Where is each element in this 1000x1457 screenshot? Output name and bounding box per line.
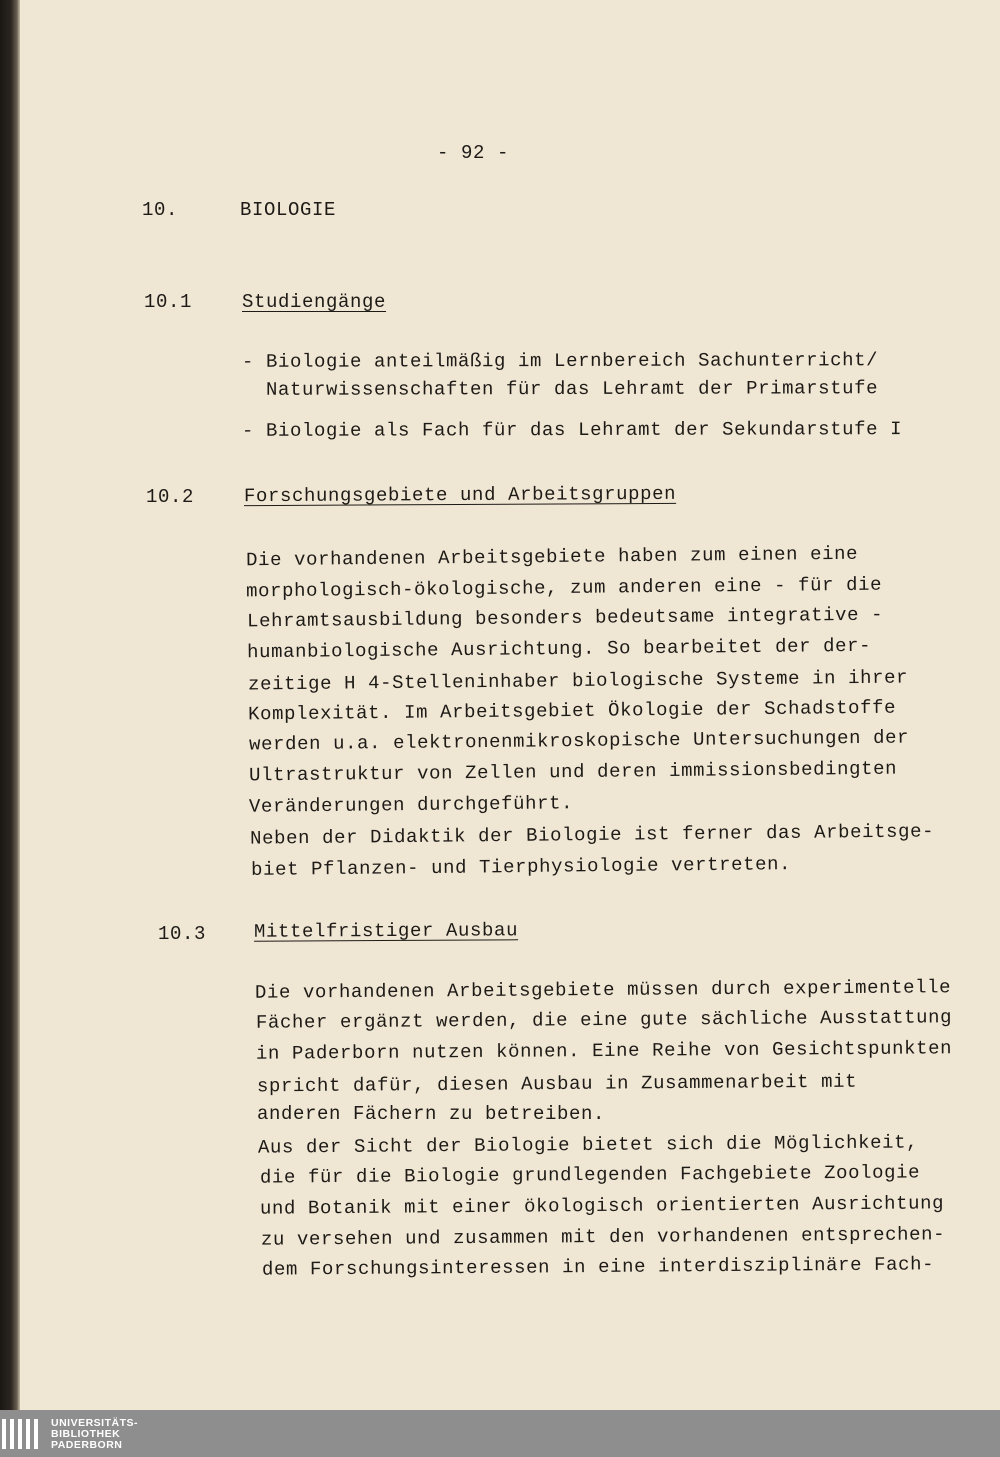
paragraph-line: zeitige H 4-Stelleninhaber biologische Systeme in ihrer <box>247 666 909 696</box>
section-number: 10. <box>142 199 179 221</box>
paragraph-line: Veränderungen durchgeführt. <box>248 792 574 818</box>
list-item: - Biologie anteilmäßig im Lernbereich Sachunterricht/ <box>241 349 879 373</box>
paragraph-line: Fächer ergänzt werden, die eine gute sächliche Ausstattung <box>255 1006 953 1034</box>
paragraph-line: humanbiologische Ausrichtung. So bearbeitet der der- <box>246 634 872 664</box>
paragraph-line: morphologisch-ökologische, zum anderen eine - für die <box>245 573 883 603</box>
paragraph-line: zu versehen und zusammen mit den vorhandenen entsprechen- <box>260 1223 946 1251</box>
paragraph-line: Neben der Didaktik der Biologie ist ferner das Arbeitsge- <box>249 820 935 850</box>
logo-line: PADERBORN <box>51 1439 123 1451</box>
paragraph-line: Lehramtsausbildung besonders bedeutsame integrative - <box>246 603 884 633</box>
paragraph-line: biet Pflanzen- und Tierphysiologie vertreten. <box>250 853 792 881</box>
paragraph-line: Aus der Sicht der Biologie bietet sich die Möglichkeit, <box>257 1131 919 1159</box>
page-number: - 92 - <box>437 142 510 164</box>
subsection-number-10-3: 10.3 <box>158 923 207 945</box>
logo-line: UNIVERSITÄTS- <box>51 1417 139 1429</box>
paragraph-line: Ultrastruktur von Zellen und deren immissionsbedingten <box>248 757 898 787</box>
paragraph-line: Die vorhandenen Arbeitsgebiete haben zum einen eine <box>245 542 859 572</box>
subsection-number-10-2: 10.2 <box>146 486 195 508</box>
library-logo-icon <box>2 1417 40 1451</box>
scanned-page <box>20 0 1000 1410</box>
paragraph-line: spricht dafür, diesen Ausbau in Zusammenarbeit mit <box>256 1070 858 1098</box>
paragraph-line: dem Forschungsinteressen in eine interdisziplinäre Fach- <box>261 1253 935 1281</box>
subsection-heading-forschungsgebiete: Forschungsgebiete und Arbeitsgruppen <box>243 482 677 508</box>
list-item: - Biologie als Fach für das Lehramt der Sekundarstufe I <box>241 418 903 442</box>
section-title: BIOLOGIE <box>240 199 337 221</box>
library-footer-bar <box>0 1410 1000 1457</box>
paragraph-line: die für die Biologie grundlegenden Fachgebiete Zoologie <box>259 1161 921 1189</box>
paragraph-line: Komplexität. Im Arbeitsgebiet Ökologie der Schadstoffe <box>247 696 897 726</box>
library-logo-text <box>51 1418 138 1451</box>
subsection-number-10-1: 10.1 <box>144 291 193 313</box>
paragraph-line: in Paderborn nutzen können. Eine Reihe von Gesichtspunkten <box>255 1037 953 1065</box>
paragraph-line: Die vorhandenen Arbeitsgebiete müssen durch experimentelle <box>254 976 952 1004</box>
book-spine-shadow <box>0 0 20 1410</box>
paragraph-line: werden u.a. elektronenmikroskopische Untersuchungen der <box>248 726 910 756</box>
subsection-heading-studiengaenge: Studiengänge <box>242 291 387 313</box>
subsection-heading-mittelfristiger-ausbau: Mittelfristiger Ausbau <box>253 919 519 943</box>
logo-line: BIBLIOTHEK <box>51 1428 121 1440</box>
paragraph-line: und Botanik mit einer ökologisch orientierten Ausrichtung <box>259 1192 945 1220</box>
list-item-continuation: Naturwissenschaften für das Lehramt der Primarstufe <box>265 377 879 401</box>
paragraph-line: anderen Fächern zu betreiben. <box>257 1103 606 1125</box>
